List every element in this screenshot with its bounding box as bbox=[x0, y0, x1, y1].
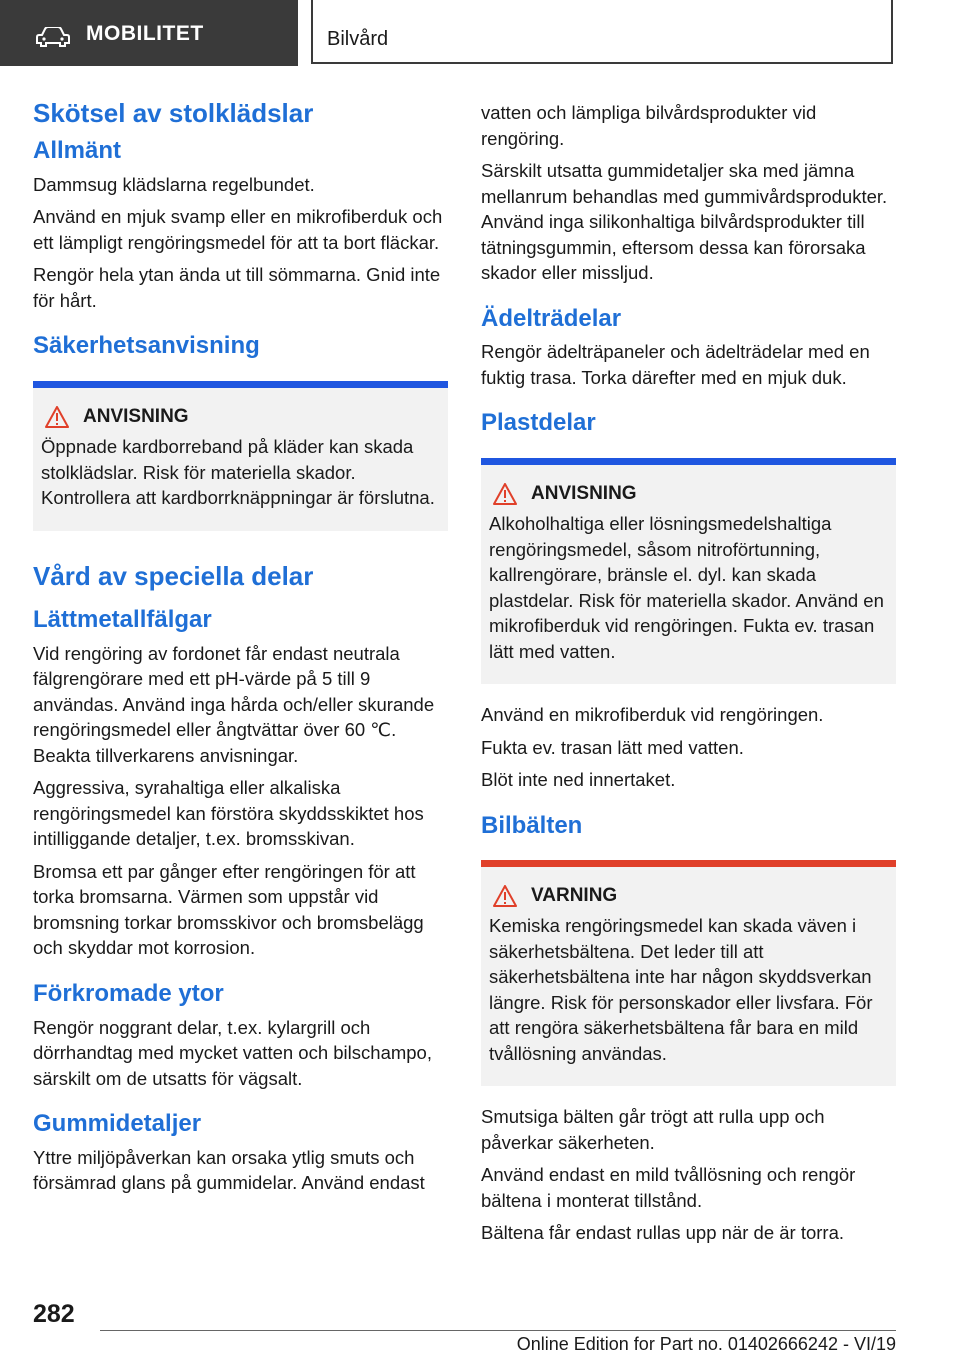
paragraph: Rengör noggrant delar, t.ex. kylargrill och dörrhandtag med mycket vatten och bilschampo, särskilt om de utsatts för vägsalt. bbox=[33, 1016, 432, 1089]
paragraph: Använd en mikrofiberduk vid rengöringen. bbox=[481, 704, 824, 726]
paragraph: Rengör ädelträpaneler och ädelträdelar med en fuktig trasa. Torka därefter med en mjuk duk. bbox=[481, 341, 870, 388]
paragraph: vatten och lämpliga bilvårdsprodukter vid rengöring. bbox=[481, 102, 817, 149]
paragraph: Använd endast en mild tvållösning och rengör bältena i monterat tillstånd. bbox=[481, 1164, 856, 1211]
heading-lattmetallfalgar: Lättmetallfälgar bbox=[33, 605, 212, 633]
notice-label: ANVISNING bbox=[531, 483, 637, 505]
heading-speciella-delar: Vård av speciella delar bbox=[33, 560, 314, 591]
heading-gummidetaljer: Gummidetaljer bbox=[33, 1110, 202, 1138]
paragraph: Yttre miljöpåverkan kan orsaka ytlig smuts och försämrad glans på gummidelar. Använd endast bbox=[33, 1146, 425, 1194]
footer-divider bbox=[100, 1330, 896, 1331]
paragraph: Vid rengöring av fordonet får endast neutrala fälgrengörare med ett pH-värde på 5 till 9 användas. Använd inga hårda och/eller skurande rengöringsmedel eller ångtvättar över 60 ℃. Beakta tillverkarens anvisningar. bbox=[33, 642, 435, 766]
section-tab bbox=[0, 0, 298, 66]
warning-label: VARNING bbox=[531, 885, 618, 907]
notice-text: Öppnade kardborreband på kläder kan skada stolklädslar. Risk för materiella skador. Kontrollera att kardborrknäppningar är förslutna. bbox=[41, 436, 435, 509]
heading-sakerhetsanvisning: Säkerhetsanvisning bbox=[33, 332, 260, 360]
warning-text: Kemiska rengöringsmedel kan skada väven i säkerhetsbältena. Det leder till att säkerhetsbältena inte har någon skyddsverkan längre. Risk för personskador eller livsfara. För att rengöra säkerhetsbältena får bara en mild tvållösning användas. bbox=[489, 915, 873, 1064]
left-column bbox=[33, 98, 448, 1203]
paragraph: Bältena får endast rullas upp när de är torra. bbox=[481, 1222, 845, 1244]
notice-box bbox=[33, 381, 448, 531]
paragraph: Bromsa ett par gånger efter rengöringen för att torka bromsarna. Värmen som uppstår vid bromsning torkar bromsskivor och bromsbelägg och skyddar mot korrosion. bbox=[33, 860, 424, 959]
heading-adeltradelar: Ädelträdelar bbox=[481, 304, 622, 332]
page-header bbox=[0, 0, 960, 66]
notice-text: Alkoholhaltiga eller lösningsmedelshaltiga rengöringsmedel, såsom nitroförtunning, kallrengörare, bränsle el. dyl. kan skada plastdelar. Risk för materiella skador. Använd en mikrofiberduk vid rengöringen. Fukta ev. trasan lätt med vatten. bbox=[489, 513, 884, 662]
warning-triangle-icon bbox=[45, 406, 69, 428]
page-number: 282 bbox=[33, 1300, 75, 1328]
chapter-title-box bbox=[311, 0, 893, 64]
heading-forkromade-ytor: Förkromade ytor bbox=[33, 979, 224, 1007]
paragraph: Dammsug klädslarna regelbundet. bbox=[33, 173, 315, 195]
paragraph: Använd en mjuk svamp eller en mikrofiberduk och ett lämpligt rengöringsmedel för att ta bort fläckar. bbox=[33, 206, 443, 253]
paragraph: Aggressiva, syrahaltiga eller alkaliska rengöringsmedel kan förstöra skyddsskiktet hos intilliggande detaljer, t.ex. bromsskivan. bbox=[33, 777, 424, 850]
paragraph: Rengör hela ytan ända ut till sömmarna. Gnid inte för hårt. bbox=[33, 264, 441, 311]
heading-allmant: Allmänt bbox=[33, 137, 122, 165]
notice-label: ANVISNING bbox=[83, 406, 189, 428]
warning-triangle-icon bbox=[493, 483, 517, 505]
paragraph: Blöt inte ned innertaket. bbox=[481, 769, 676, 791]
heading-bilbalten: Bilbälten bbox=[481, 811, 583, 839]
car-icon bbox=[36, 27, 70, 47]
notice-box bbox=[481, 458, 896, 684]
warning-triangle-icon bbox=[493, 885, 517, 907]
paragraph: Smutsiga bälten går trögt att rulla upp och påverkar säkerheten. bbox=[481, 1106, 825, 1153]
paragraph: Särskilt utsatta gummidetaljer ska med jämna mellanrum behandlas med gummivårdsprodukter. Använd inga silikonhaltiga bilvårdsprodukter till tätningsgummin, eftersom dessa kan förorsaka skador eller missljud. bbox=[481, 160, 888, 283]
heading-stolkladslar: Skötsel av stolklädslar bbox=[33, 98, 314, 128]
chapter-title: Bilvård bbox=[327, 28, 389, 50]
heading-plastdelar: Plastdelar bbox=[481, 409, 596, 437]
edition-text: Online Edition for Part no. 01402666242 - VI/19 bbox=[516, 1334, 896, 1354]
right-column bbox=[481, 100, 896, 1253]
warning-box bbox=[481, 860, 896, 1086]
section-label: MOBILITET bbox=[86, 22, 204, 45]
paragraph: Fukta ev. trasan lätt med vatten. bbox=[481, 736, 744, 758]
